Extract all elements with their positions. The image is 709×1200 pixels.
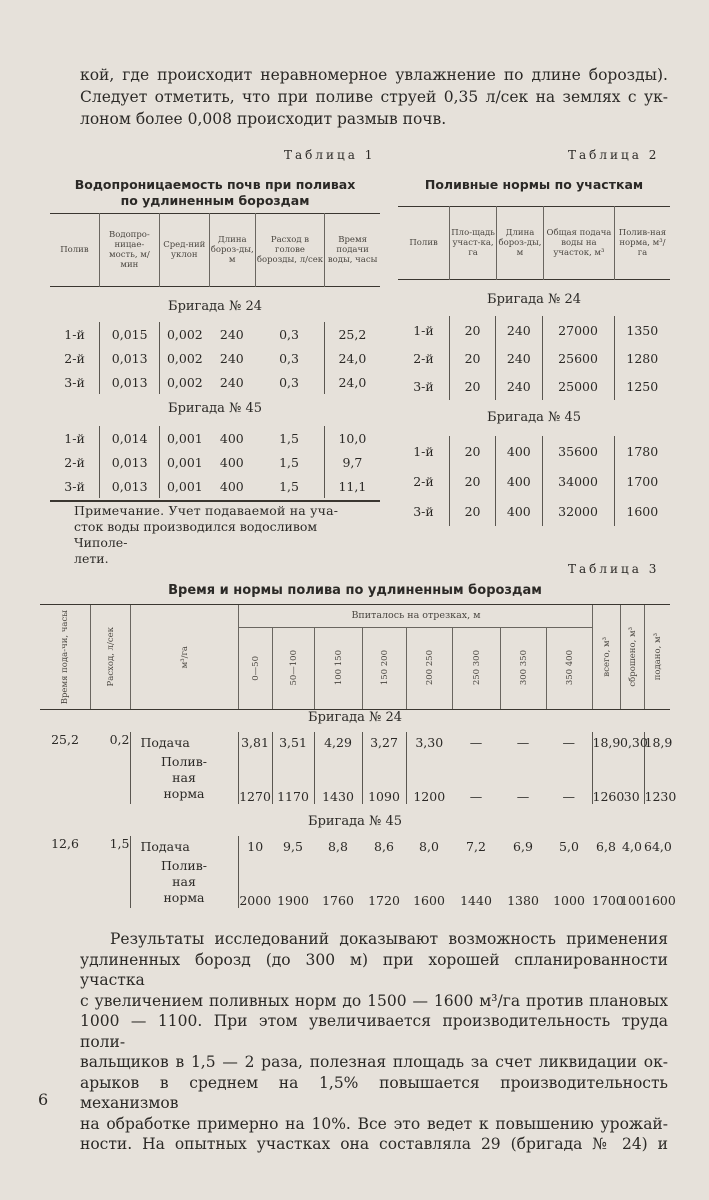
table1-group-title: Бригада № 24 — [168, 299, 262, 314]
table-cell: 30 — [623, 789, 640, 804]
table-cell: 0,013 — [100, 370, 160, 394]
table-cell: 35600 — [542, 436, 614, 466]
table-cell: 0,002 — [160, 322, 210, 346]
text-line: Следует отметить, что при поливе струей 0,35 л/сек на землях с ук- — [80, 88, 668, 106]
text-line: вальщиков в 1,5 — 2 раза, полезная площадь за счет ликвидации ок- — [80, 1053, 668, 1071]
table3-header-dumped: сброшено, м³ — [620, 605, 645, 709]
segment-header: 0—50 — [238, 627, 272, 709]
table-row — [50, 450, 380, 474]
table-cell: 3,30 — [406, 732, 452, 752]
table-cell: 9,7 — [324, 450, 380, 474]
table-cell: 3-й — [413, 503, 434, 519]
table-cell: 1280 — [614, 344, 670, 372]
table-cell: — — [562, 734, 575, 750]
table3-header-unit — [130, 605, 239, 709]
table2-group-title: Бригада № 45 — [487, 410, 581, 425]
table-cell: 0,013 — [100, 474, 160, 498]
table-cell: 1,5 — [279, 454, 299, 470]
table-cell: 1700 — [614, 466, 670, 496]
table-cell: 0,3 — [279, 350, 299, 366]
table-row — [40, 732, 670, 752]
text-line: кой, где происходит неравномерное увлажнение по длине борозды). — [80, 66, 668, 84]
table-cell: 20 — [449, 466, 495, 496]
table-cell: 10,0 — [324, 426, 380, 450]
table-cell: 20 — [449, 496, 495, 526]
table-cell: 2000 — [238, 856, 272, 908]
table1-col-header: Время подачи воды, часы — [325, 214, 380, 287]
header-text: м³/га — [180, 645, 190, 669]
page-number: 6 — [38, 1090, 49, 1109]
table-cell: 1170 — [272, 752, 314, 804]
table-cell: 240 — [219, 374, 244, 390]
table3-header-flow — [90, 605, 131, 709]
table-cell: 6,8 — [596, 838, 616, 854]
table-cell: — — [516, 734, 530, 750]
table-cell: 12,6 — [51, 836, 79, 851]
table1-group-title: Бригада № 45 — [168, 401, 262, 416]
table-row — [40, 856, 670, 908]
text-line: с увеличением поливных норм до 1500 — 1600 м³/га против плановых — [80, 991, 668, 1010]
table-cell: 400 — [219, 430, 244, 446]
table-row — [398, 344, 670, 372]
table-cell: 1600 — [614, 496, 670, 526]
text-line: на обработке примерно на 10%. Все это ведет к повышению урожай- — [80, 1114, 668, 1133]
table-cell: 3,51 — [272, 732, 314, 752]
table-row — [50, 474, 380, 498]
segment-header: 350 400 — [546, 627, 592, 709]
table-cell: 20 — [449, 436, 495, 466]
table-cell: — — [562, 789, 575, 804]
text-line: арыков в среднем на 1,5% повышается производительность механизмов — [80, 1073, 668, 1112]
table2-header — [398, 206, 670, 280]
table3-group-24 — [40, 732, 677, 804]
table-cell: Подача — [140, 838, 190, 854]
table-cell: 1230 — [644, 752, 670, 804]
table2-group-title: Бригада № 24 — [487, 292, 581, 307]
table2-title: Поливные нормы по участкам — [424, 177, 644, 192]
table-cell: 2-й — [413, 473, 434, 489]
table-cell: 1-й — [413, 322, 434, 338]
table-cell: 0,013 — [100, 346, 160, 370]
table1-title-line: Водопроницаемость почв при поливах — [74, 177, 356, 192]
table-row — [398, 316, 670, 344]
table-cell: 1-й — [64, 326, 85, 342]
header-text: Расход, л/сек — [106, 627, 116, 687]
table-cell: 24,0 — [324, 370, 380, 394]
table-cell: 18,9 — [644, 732, 670, 752]
table-row — [398, 466, 670, 496]
table-cell: — — [469, 789, 483, 804]
table3-header — [40, 604, 670, 710]
table1-col-header: Расход в голове борозды, л/сек — [255, 214, 324, 287]
table-cell: 1350 — [614, 316, 670, 344]
table-cell: 25000 — [542, 372, 614, 400]
table-cell: 11,1 — [324, 474, 380, 498]
table-cell: 1260 — [592, 752, 620, 804]
table-cell: 1090 — [362, 752, 406, 804]
bottom-paragraph — [80, 929, 668, 1155]
table-cell: 25600 — [542, 344, 614, 372]
table3-header-total: всего, м³ — [592, 605, 621, 709]
table1-group-24 — [50, 322, 380, 394]
table-cell: 10 — [238, 836, 272, 856]
table3-title: Время и нормы полива по удлиненным бороздам — [168, 583, 542, 598]
table-cell: 240 — [219, 350, 244, 366]
table-cell: 3,81 — [238, 732, 272, 752]
row-label-line: Полив- — [161, 754, 207, 769]
table-cell: 0,2 — [90, 732, 130, 752]
table-cell: 1780 — [614, 436, 670, 466]
table-cell: 1440 — [460, 893, 492, 908]
segment-header: 150 200 — [362, 627, 406, 709]
table-cell: 27000 — [542, 316, 614, 344]
note-line: сток воды производился водосливом Чиполе- — [74, 519, 318, 550]
table-cell: 0,013 — [100, 450, 160, 474]
table-cell: 400 — [219, 478, 244, 494]
table3-group-title: Бригада № 45 — [308, 814, 402, 829]
text-line: удлиненных борозд (до 300 м) при хорошей спланированности участка — [80, 950, 668, 989]
table1-title — [50, 177, 380, 209]
table-row — [50, 370, 380, 394]
header-text: Время пода-чи, часы — [60, 609, 70, 705]
table-cell: 1700 — [592, 893, 624, 908]
table-cell: 64,0 — [644, 838, 672, 854]
table2-col-header: Длина бороз-ды, м — [497, 207, 544, 280]
table-cell: 400 — [219, 454, 244, 470]
table-cell: 0,3 — [279, 326, 299, 342]
table-cell: 2-й — [413, 350, 434, 366]
table-cell: 24,0 — [324, 346, 380, 370]
table-cell: 3,27 — [362, 732, 406, 752]
table-cell: 0,3 — [279, 374, 299, 390]
table-cell: 8,0 — [419, 838, 439, 854]
table-cell: 1-й — [413, 443, 434, 459]
table-cell — [130, 856, 238, 908]
note-line: Примечание. Учет подаваемой на уча- — [74, 503, 339, 518]
table-cell: 1200 — [406, 752, 452, 804]
table-cell: 34000 — [542, 466, 614, 496]
table3-label: Таблица 3 — [568, 562, 660, 576]
table-cell: 8,6 — [374, 838, 394, 854]
table-cell: 1,5 — [279, 478, 299, 494]
text-line: ности. На опытных участках она составляла 29 (бригада № 24) и — [80, 1135, 668, 1153]
segment-header: 50—100 — [272, 627, 314, 709]
table1-label: Таблица 1 — [284, 148, 376, 162]
table2-col-header: Общая подача воды на участок, м³ — [543, 207, 614, 280]
table3-group-45 — [40, 836, 676, 908]
segment-header: 250 300 — [452, 627, 500, 709]
table1-col-header: Водопро-ницае-мость, м/мин — [99, 214, 159, 287]
table-cell: 7,2 — [466, 838, 486, 854]
table1-bottom-rule — [50, 500, 380, 502]
table-cell: 240 — [496, 316, 542, 344]
top-paragraph — [80, 64, 668, 130]
table-cell: 240 — [219, 326, 244, 342]
table2-col-header: Пло-щадь участ-ка, га — [450, 207, 497, 280]
table-row — [398, 436, 670, 466]
table-row — [50, 426, 380, 450]
segment-header: 200 250 — [406, 627, 452, 709]
table-cell: 3-й — [64, 374, 85, 390]
table3-group-title: Бригада № 24 — [308, 710, 402, 725]
table-cell: 3-й — [413, 378, 434, 394]
table-cell: 0,015 — [100, 322, 160, 346]
table-cell: 1,5 — [279, 430, 299, 446]
row-label-line: Полив- — [161, 858, 207, 873]
table-cell: 1430 — [314, 752, 362, 804]
table1-note — [74, 503, 374, 567]
table-cell: 20 — [449, 344, 495, 372]
text-line: 1000 — 1100. При этом увеличивается производительность труда поли- — [80, 1012, 668, 1051]
table-cell: 20 — [449, 316, 495, 344]
table-cell: 2-й — [64, 454, 85, 470]
table3-segment-headers — [238, 627, 592, 709]
table-cell: 4,29 — [314, 732, 362, 752]
table-cell: 1-й — [64, 430, 85, 446]
table2-group-24 — [398, 316, 670, 400]
table-cell: 20 — [449, 372, 495, 400]
table1-col-header: Длина бороз-ды, м — [209, 214, 255, 287]
table-cell: 1250 — [614, 372, 670, 400]
segment-header: 100 150 — [314, 627, 362, 709]
table-row — [40, 752, 670, 804]
table-cell: 1,5 — [90, 836, 130, 856]
table-cell: 400 — [496, 496, 542, 526]
table-cell: 0,014 — [100, 426, 160, 450]
row-label-line: ная — [172, 874, 196, 889]
table1-header — [50, 213, 380, 287]
table-cell: 5,0 — [559, 838, 579, 854]
table-cell: 240 — [496, 372, 542, 400]
table-row — [40, 836, 670, 856]
table-cell: 6,9 — [513, 838, 533, 854]
table-cell: 1380 — [507, 893, 539, 908]
table2-label: Таблица 2 — [568, 148, 660, 162]
table-cell: 25,2 — [324, 322, 380, 346]
table-cell: 3-й — [64, 478, 85, 494]
table1-group-45 — [50, 426, 380, 498]
table-cell: 1000 — [553, 893, 585, 908]
table2-col-header: Полив-ная норма, м³/га — [614, 207, 670, 280]
table-cell: 1720 — [368, 893, 400, 908]
table-cell: 0,002 — [160, 346, 210, 370]
table-cell: 240 — [496, 344, 542, 372]
table-cell: 1900 — [277, 893, 309, 908]
table-cell: 1600 — [413, 893, 445, 908]
table-cell: 1270 — [238, 752, 272, 804]
table-cell — [130, 752, 238, 804]
table1-col-header: Полив — [60, 245, 89, 255]
table-cell: 9,5 — [283, 838, 303, 854]
table-cell: — — [469, 734, 483, 750]
table-cell: 100 — [620, 893, 644, 908]
row-label-line: норма — [163, 890, 205, 905]
table3-header-given: подано, м³ — [644, 605, 671, 709]
table-row — [50, 346, 380, 370]
row-label-line: норма — [163, 786, 205, 801]
segment-header: 300 350 — [500, 627, 546, 709]
table2-col-header: Полив — [409, 238, 438, 248]
table-cell: 32000 — [542, 496, 614, 526]
table-cell: 400 — [496, 466, 542, 496]
table-cell: 4,0 — [622, 838, 642, 854]
text-line: лоном более 0,008 происходит размыв почв. — [80, 110, 447, 128]
table-cell: 400 — [496, 436, 542, 466]
table-cell: 1760 — [322, 893, 354, 908]
table2-group-45 — [398, 436, 670, 526]
table-cell: 1600 — [644, 893, 676, 908]
table-row — [398, 372, 670, 400]
table-cell: — — [516, 789, 530, 804]
table-cell: 0,001 — [160, 474, 210, 498]
table-cell: 0,001 — [160, 450, 210, 474]
table-row — [398, 496, 670, 526]
row-label-line: ная — [172, 770, 196, 785]
table-cell: 25,2 — [51, 732, 79, 747]
table-cell: Подача — [140, 734, 190, 750]
table-cell: 8,8 — [328, 838, 348, 854]
table-cell: 2-й — [64, 350, 85, 366]
table1-title-line: по удлиненным бороздам — [120, 193, 310, 208]
note-line: лети. — [74, 551, 109, 566]
table3-header-time — [40, 605, 90, 709]
table-cell: 0,30 — [620, 734, 648, 750]
table1-col-header: Сред-ний уклон — [159, 214, 209, 287]
table3-header-absorbed: Впиталось на отрезках, м — [238, 605, 593, 628]
table-cell: 0,002 — [160, 370, 210, 394]
table-cell: 0,001 — [160, 426, 210, 450]
table-cell: 18,9 — [592, 732, 620, 752]
table-row — [50, 322, 380, 346]
text-line: Результаты исследований доказывают возможность применения — [110, 930, 668, 948]
